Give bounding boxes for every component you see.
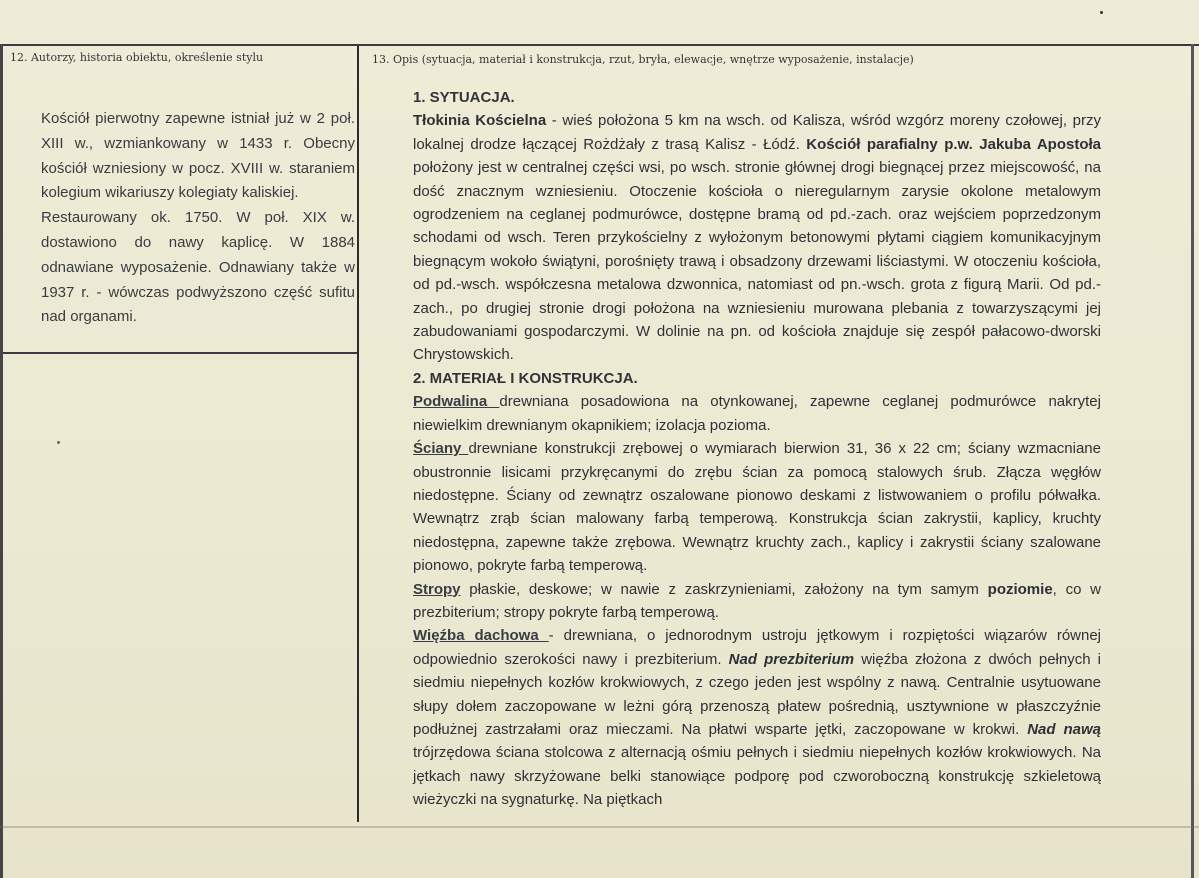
place-name: Tłokinia Kościelna (413, 112, 547, 130)
wiezba-label: Więźba dachowa (413, 627, 549, 645)
church-name: Kościół parafialny p.w. Jakuba Apostoła (806, 135, 1102, 153)
wiezba-subheading-nawa: Nad nawą (1027, 720, 1101, 738)
wiezba-text: - drewniana, o jednorodnym ustroju jętkowym i rozpiętości wiązarów równej odpowiednio szerokości nawy i prezbiterium. (413, 627, 1102, 668)
sciany-text: drewniane konstrukcji zrębowej o wymiarach bierwion 31, 36 x 22 cm; ściany wzmacniane obustronnie lisicami przykręcanymi do zrębu ścian za pomocą stalowych śrub. Złącza węgłów niedostępne. Ściany od zewnątrz oszalowane pionowo deskami z listwowaniem o profilu półwałka. Wewnątrz zrąb ścian malowany farbą temperową. Konstrukcja ścian zakrystii, kaplicy, kruchty niedostępna, zapewne także zrębowa. Wewnątrz kruchty zach., kaplicy i zakrystii ściany szalowane pionowo, pokryte farbą temperową. (413, 440, 1101, 575)
podwalina-paragraph (413, 390, 1101, 437)
description-column (413, 86, 1101, 812)
podwalina-label: Podwalina (413, 393, 500, 411)
wiezba-text: więźba złożona z dwóch pełnych i siedmiu niepełnych kozłów krokwiowych, z czego jeden jest wspólny z nawą. Centralnie usytuowane słupy dołem zaczopowane w leżni górą przenoszą płatew pośrednią, usztywnione w płaszczyźnie podłużnej zastrzałami oraz mieczami. Na płatwi wsparte jętki, zaczopowane w krokwi. (413, 650, 1101, 738)
section-heading-situation: 1. SYTUACJA. (413, 89, 515, 106)
section-heading-material: 2. MATERIAŁ I KONSTRUKCJA. (413, 369, 638, 387)
podwalina-text: drewniana posadowiona na otynkowanej, zapewne ceglanej podmurówce nakrytej niewielkim drewnianym okapnikiem; izolacja pozioma. (413, 393, 1101, 434)
history-column (41, 107, 355, 330)
wiezba-subheading-prezbiterium: Nad prezbiterium (728, 650, 855, 668)
stropy-paragraph (413, 578, 1101, 625)
wiezba-text: trójrzędowa ściana stolcowa z alternacją ośmiu pełnych i siedmiu niepełnych kozłów krokwiowych. Na jętkach nawy skrzyżowane belki stanowiące podporę pod czworoboczną konstrukcję szkieletową wieżyczki na sygnaturkę. Na piętkach (413, 744, 1101, 809)
sciany-label: Ściany (413, 440, 469, 458)
history-paragraph: Restaurowany ok. 1750. W poł. XIX w. dostawiono do nawy kaplicę. W 1884 odnawiane wyposażenie. Odnawiany także w 1937 r. - wówczas podwyższono część sufitu nad organami. (41, 209, 355, 326)
sciany-paragraph (413, 437, 1101, 577)
situation-text: położony jest w centralnej części wsi, po wsch. stronie głównej drogi biegnącej przez miejscowość, na dość znacznym wzniesieniu. Otoczenie kościoła o nieregularnym zarysie okolone metalowym ogrodzeniem na ceglanej podmurówce, dostępne bramą od pd.-zach. oraz wejściem poprzedzonym schodami od wsch. Teren przykościelny z wyłożonym betonowymi płytami ciągiem komunikacyjnym biegnącym wokoło świątyni, porośnięty trawą i obsadzony drzewami liściastymi. W otoczeniu kościoła, od pd.-wsch. współczesna metalowa dzwonnica, natomiast od pn.-wsch. grota z figurą Marii. Od pd.-zach., po drugiej stronie drogi położona na wzniesieniu murowana plebania z towarzyszącymi jej zabudowaniami gospodarczymi. W dolinie na pn. od kościoła znajduje się zespół pałacowo-dworski Chrystowskich. (413, 159, 1101, 364)
section-13-header: 13. Opis (sytuacja, materiał i konstrukcja, rzut, bryła, elewacje, wnętrze wyposażenie, instalacje) (372, 53, 914, 66)
left-column-bottom-rule (3, 352, 357, 354)
stropy-text: , co w prezbiterium; stropy pokryte farbą temperową. (413, 580, 1101, 621)
stropy-bold-word: poziomie (987, 580, 1053, 598)
stropy-text: płaskie, deskowe; w nawie z zaskrzynieniami, założony na tym samym (460, 580, 988, 598)
scan-speck (57, 441, 60, 444)
column-divider (357, 46, 359, 822)
history-paragraph: Kościół pierwotny zapewne istniał już w 2 poł. XIII w., wzmiankowany w 1433 r. Obecny kościół wzniesiony w pocz. XVIII w. staraniem kolegium wikariuszy kolegiaty kaliskiej. (41, 110, 355, 202)
top-rule (0, 44, 1199, 46)
situation-text: - wieś położona 5 km na wsch. od Kalisza, wśród wzgórz moreny czołowej, przy lokalnej drodze łączącej Rożdżały z trasą Kalisz - Łódź. (413, 112, 1101, 153)
wiezba-paragraph (413, 624, 1101, 811)
stropy-label: Stropy (413, 580, 461, 598)
left-border (0, 44, 3, 878)
situation-paragraph (413, 109, 1101, 366)
scan-speck (1100, 11, 1103, 14)
section-12-header: 12. Autorzy, historia obiektu, określenie stylu (10, 51, 264, 64)
right-border (1191, 44, 1194, 878)
paper-fold-line (0, 826, 1199, 828)
